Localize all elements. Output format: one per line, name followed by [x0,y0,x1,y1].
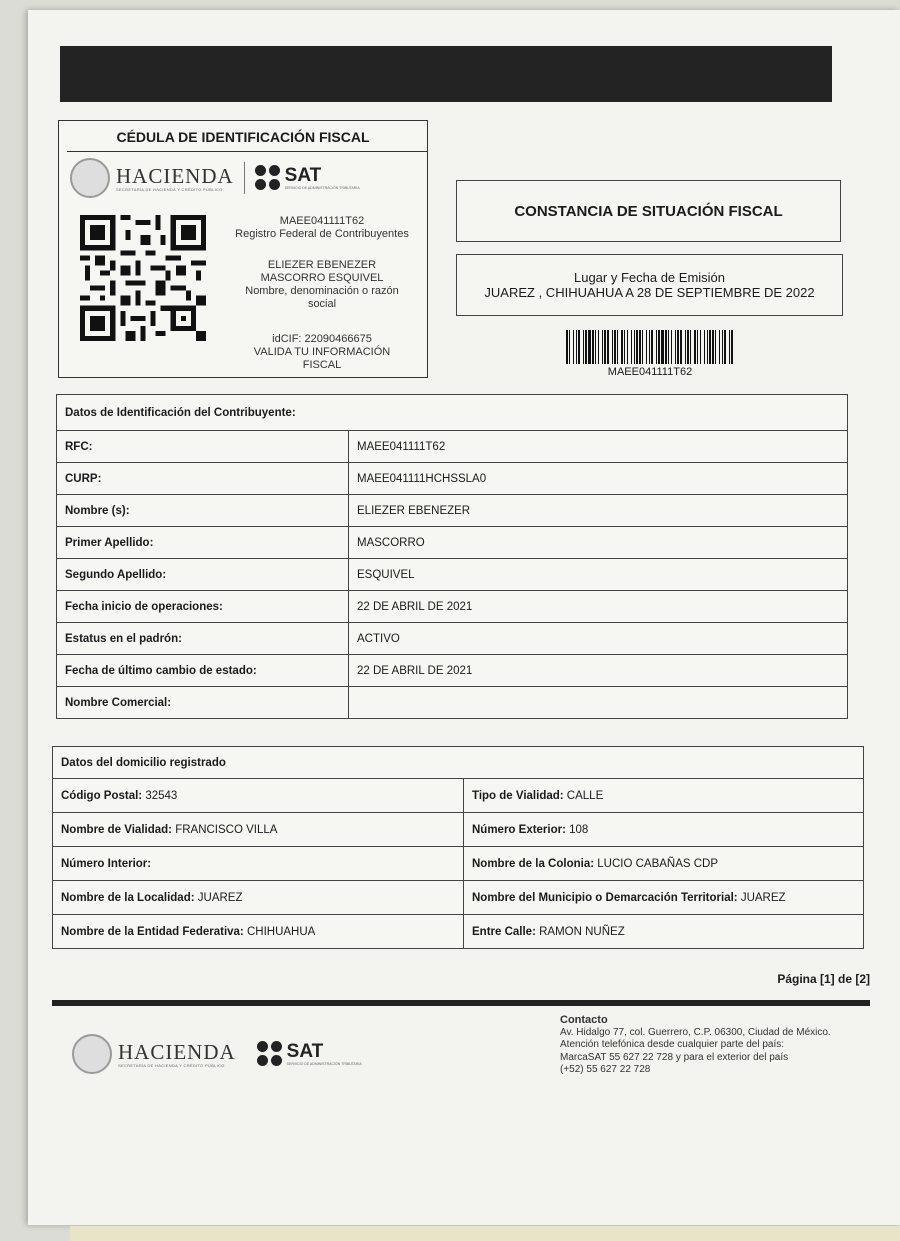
identificacion-row [57,655,848,687]
identificacion-row [57,687,848,719]
cedula-valida-line2: FISCAL [302,359,342,371]
identificacion-row [57,559,848,591]
field-value: LUCIO CABAÑAS CDP [597,857,719,870]
constancia-title: CONSTANCIA DE SITUACIÓN FISCAL [514,202,783,220]
cedula-name-block [232,259,412,311]
field-value: 22 DE ABRIL DE 2021 [349,655,848,687]
domicilio-cell [464,779,864,813]
footer-logos [72,1034,362,1074]
domicilio-row [53,881,864,915]
field-label: Primer Apellido: [57,527,349,559]
hacienda-subtitle: SECRETARÍA DE HACIENDA Y CRÉDITO PÚBLICO [118,1062,225,1068]
sat-subtitle: SERVICIO DE ADMINISTRACIÓN TRIBUTARIA [284,186,360,190]
domicilio-cell [464,915,864,949]
sat-logo [257,1041,362,1067]
cedula-name-label-line1: Nombre, denominación o razón [245,285,399,297]
sat-subtitle: SERVICIO DE ADMINISTRACIÓN TRIBUTARIA [286,1062,362,1066]
cedula-name-line2: MASCORRO ESQUIVEL [260,272,384,284]
field-label: Nombre (s): [57,495,349,527]
lugar-fecha-box [456,254,843,316]
field-label: Fecha de último cambio de estado: [57,655,349,687]
field-label: Código Postal: [61,789,143,802]
field-value: CALLE [566,789,604,802]
field-label: RFC: [57,431,349,463]
domicilio-table [52,746,864,949]
header-bar [60,46,832,102]
field-value: JUAREZ [197,891,243,904]
cedula-rfc-label: Registro Federal de Contribuyentes [235,228,409,240]
hacienda-subtitle: SECRETARÍA DE HACIENDA Y CRÉDITO PÚBLICO [116,186,223,192]
hacienda-logo-text: HACIENDA [116,163,234,188]
domicilio-row [53,779,864,813]
domicilio-row [53,813,864,847]
field-label: Nombre del Municipio o Demarcación Territorial: [472,891,738,904]
field-value: 22 DE ABRIL DE 2021 [349,591,848,623]
field-label: Segundo Apellido: [57,559,349,591]
header-logos [70,158,360,198]
divider [67,151,427,152]
domicilio-cell [53,915,464,949]
identificacion-row [57,431,848,463]
field-value: MAEE041111HCHSSLA0 [349,463,848,495]
identificacion-row [57,623,848,655]
identificacion-row [57,495,848,527]
cedula-rfc-block [232,215,412,241]
contact-block [560,1014,860,1077]
contact-title: Contacto [560,1014,608,1026]
field-label: Entre Calle: [472,925,536,938]
sat-logo-text: SAT [286,1041,324,1062]
field-value: CHIHUAHUA [246,925,316,938]
field-value: ELIEZER EBENEZER [349,495,848,527]
domicilio-row [53,847,864,881]
lugar-fecha-label: Lugar y Fecha de Emisión [573,270,726,285]
sat-dots-icon [257,1041,283,1067]
domicilio-cell [464,881,864,915]
cedula-name-label-line2: social [307,298,337,310]
domicilio-cell [53,813,464,847]
sat-dots-icon [255,165,281,191]
domicilio-cell [53,847,464,881]
identificacion-table [56,394,848,719]
cedula-title: CÉDULA DE IDENTIFICACIÓN FISCAL [116,129,370,145]
page-indicator: Página [1] de [2] [777,972,870,986]
field-value: MAEE041111T62 [349,431,848,463]
field-label: Nombre de la Entidad Federativa: [61,925,244,938]
field-value: ACTIVO [349,623,848,655]
footer-rule [52,1000,870,1006]
contact-line2: Atención telefónica desde cualquier parte del país: [560,1039,785,1050]
field-label: Estatus en el padrón: [57,623,349,655]
contact-line4: (+52) 55 627 22 728 [560,1064,651,1075]
hacienda-logo-text: HACIENDA [118,1039,236,1064]
field-label: Tipo de Vialidad: [472,789,564,802]
field-label: Nombre de Vialidad: [61,823,172,836]
field-label: Nombre de la Localidad: [61,891,195,904]
field-label: CURP: [57,463,349,495]
cedula-idcif-block [232,333,412,372]
barcode-icon [566,330,734,364]
background-strip [70,1226,900,1241]
identificacion-row [57,463,848,495]
field-label: Nombre de la Colonia: [472,857,595,870]
sat-logo [255,165,360,191]
field-value: 32543 [145,789,178,802]
domicilio-title: Datos del domicilio registrado [53,747,864,779]
eagle-seal-icon [70,158,110,198]
contact-line1: Av. Hidalgo 77, col. Guerrero, C.P. 06300, Ciudad de México. [560,1026,831,1038]
identificacion-row [57,591,848,623]
identificacion-title: Datos de Identificación del Contribuyente: [57,395,848,431]
sat-logo-text: SAT [284,165,322,186]
field-value: JUAREZ [740,891,786,904]
field-value: ESQUIVEL [349,559,848,591]
domicilio-cell [53,881,464,915]
domicilio-row [53,915,864,949]
lugar-fecha-value: JUAREZ , CHIHUAHUA A 28 DE SEPTIEMBRE DE 2022 [484,285,815,300]
cedula-name-line1: ELIEZER EBENEZER [267,259,377,271]
constancia-title-box [456,180,841,242]
divider [244,162,245,194]
field-value: FRANCISCO VILLA [175,823,278,836]
field-value: MASCORRO [349,527,848,559]
field-label: Número Interior: [61,857,152,870]
cedula-rfc: MAEE041111T62 [279,215,365,227]
cedula-valida-line1: VALIDA TU INFORMACIÓN [253,346,391,358]
domicilio-cell [464,847,864,881]
domicilio-cell [464,813,864,847]
field-value: 108 [569,823,589,836]
field-value: RAMON NUÑEZ [539,925,625,938]
barcode-code: MAEE041111T62 [607,366,693,378]
qr-code-icon [80,215,206,341]
contact-line3: MarcaSAT 55 627 22 728 y para el exterior del país [560,1051,789,1063]
eagle-seal-icon [72,1034,112,1074]
identificacion-row [57,527,848,559]
cedula-idcif: idCIF: 22090466675 [272,333,372,345]
field-label: Fecha inicio de operaciones: [57,591,349,623]
field-value [349,687,848,719]
field-label: Número Exterior: [472,823,566,836]
domicilio-cell [53,779,464,813]
field-label: Nombre Comercial: [57,687,349,719]
